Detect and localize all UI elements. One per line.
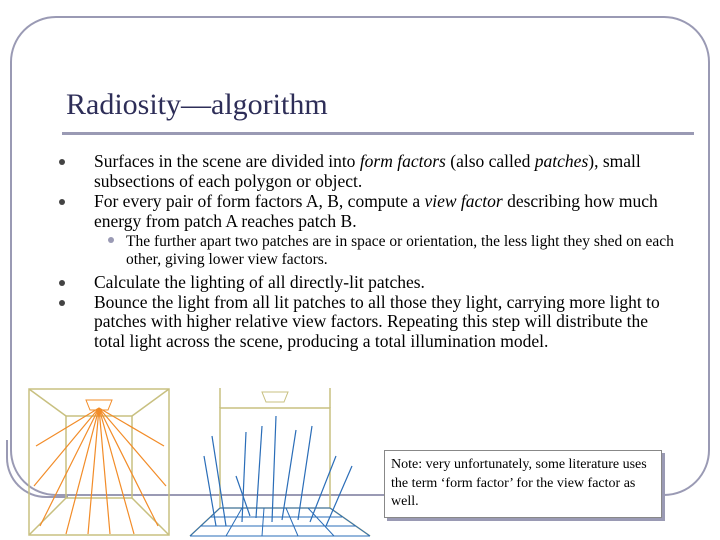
bullet-list [56, 152, 676, 351]
bullet-dot [59, 300, 65, 306]
title-underline [62, 132, 694, 135]
bounced-light-room-figure [186, 386, 372, 538]
bullet-1-em-form-factors: form factors [359, 151, 446, 171]
sub-bullet-text: The further apart two patches are in space or orientation, the less light they shed on each other, giving lower view factors. [126, 233, 674, 268]
bullet-4-text: Bounce the light from all lit patches to all those they light, carrying more light to patches with higher relative view factors. Repeating this step will distribute the total light across the scene, producing a total illumination model. [94, 291, 660, 351]
bullet-2-em-view-factor: view factor [424, 191, 503, 211]
bullet-dot [59, 199, 65, 205]
bullet-2 [56, 192, 676, 231]
bullet-2-pre: For every pair of form factors A, B, compute a [94, 191, 425, 211]
direct-light-room-figure [26, 386, 176, 538]
sub-bullet-dot [108, 237, 114, 243]
bullet-1-em-patches: patches [534, 151, 589, 171]
bullet-3 [56, 273, 676, 293]
bullet-1-mid: (also called [445, 151, 535, 171]
bullet-1-pre: Surfaces in the scene are divided into [94, 151, 360, 171]
slide-title: Radiosity—algorithm [66, 88, 328, 121]
bullet-dot [59, 159, 65, 165]
bullet-dot [59, 280, 65, 286]
bullet-3-text: Calculate the lighting of all directly-lit patches. [94, 272, 425, 292]
bullet-2-post: describing how much energy from patch A reaches patch B. [94, 191, 658, 231]
room-wireframe [190, 388, 370, 536]
bullet-1-post: ), small subsections of each polygon or object. [94, 151, 641, 191]
light-source-icon [262, 392, 288, 402]
bullet-4 [56, 293, 676, 352]
sub-bullet [56, 233, 676, 269]
note-box: Note: very unfortunately, some literature uses the term ‘form factor’ for the view factor as well. [384, 450, 662, 518]
floor-grid [190, 508, 370, 536]
bullet-1 [56, 152, 676, 191]
light-rays-orange-icon [34, 408, 166, 534]
